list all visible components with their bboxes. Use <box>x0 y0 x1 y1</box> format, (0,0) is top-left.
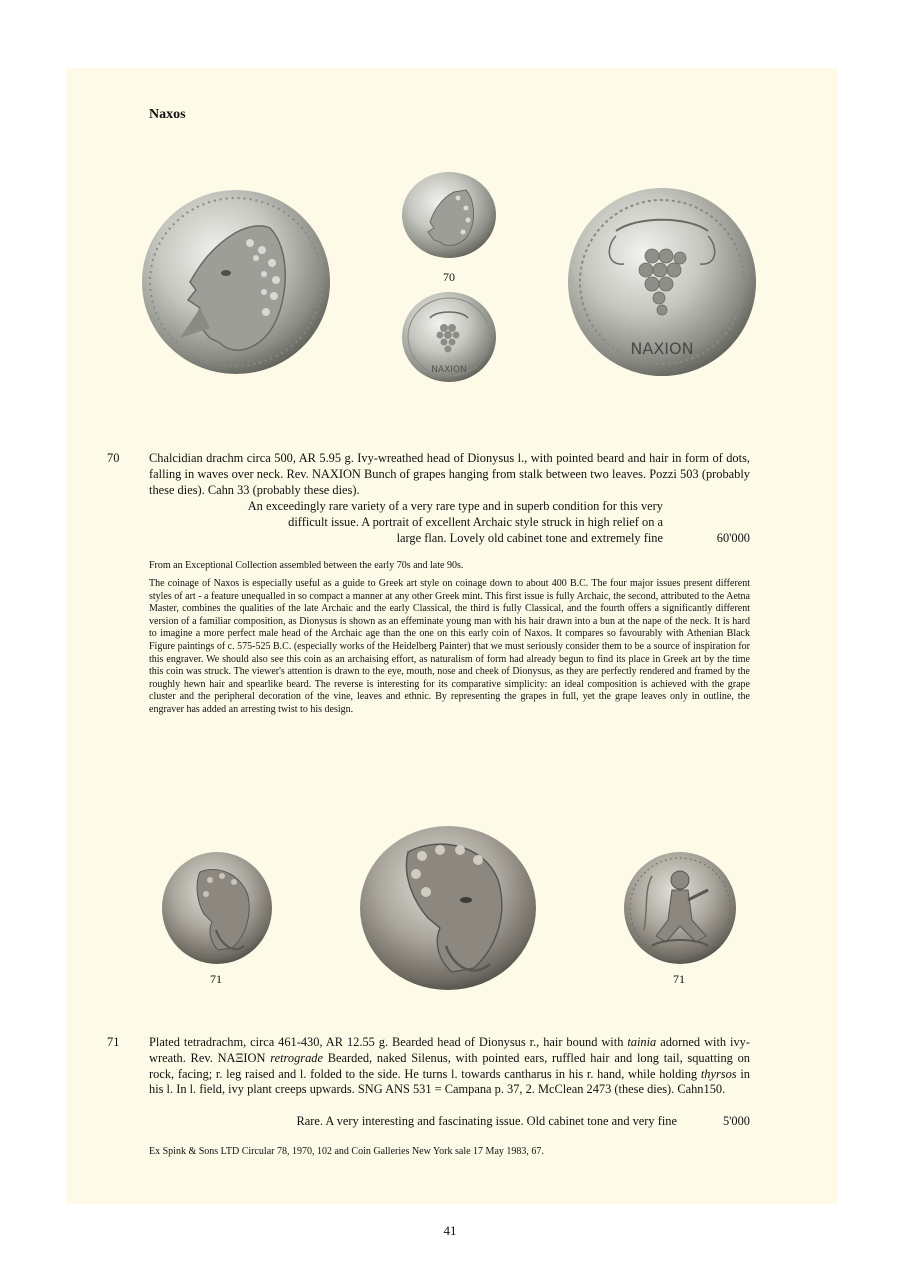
lot-condition-70-line3: large flan. Lovely old cabinet tone and extremely fine <box>396 531 663 545</box>
lot-number-70: 70 <box>107 451 120 465</box>
lot-provenance-70: From an Exceptional Collection assembled between the early 70s and late 90s. <box>149 560 464 571</box>
coin-71-reverse-small <box>622 850 738 966</box>
coin-label-70: 70 <box>443 270 455 284</box>
lot-condition-70-line1: An exceedingly rare variety of a very rare type and in superb condition for this very <box>247 499 663 513</box>
coin-70-reverse-small <box>400 290 498 384</box>
lot-condition-71: Rare. A very interesting and fascinating issue. Old cabinet tone and very fine <box>296 1114 677 1128</box>
coin-70-obverse-large <box>140 188 332 376</box>
section-title: Naxos <box>149 107 186 122</box>
page-number: 41 <box>443 1223 457 1238</box>
coin-71-obverse-large <box>358 822 538 992</box>
coin-legend-large: NAXION <box>630 339 694 358</box>
lot-provenance-71: Ex Spink & Sons LTD Circular 78, 1970, 102 and Coin Galleries New York sale 17 May 1983, 67. <box>149 1146 544 1157</box>
lot-description-70: Chalcidian drachm circa 500, AR 5.95 g. Ivy-wreathed head of Dionysus l., with pointed beard and hair in form of dots, falling in waves over neck. Rev. NAXION Bunch of grapes hanging from stalk between two leaves. Pozzi 503 (probably these dies). Cahn 33 (probably these dies). <box>149 451 750 497</box>
lot-price-71: 5'000 <box>722 1114 750 1128</box>
coin-71-obverse-small <box>160 850 274 966</box>
lot-essay-70: The coinage of Naxos is especially useful as a guide to Greek art style on coinage down to about 400 B.C. The four major issues present different styles of art - a feature unequalled in so compact a manner at any other Greek mint. This first issue is fully Archaic, the second, attributed to the Aetna Master, combines the qualities of the late Archaic and the early Classical, the third is fully Classical, and the fourth offers a significantly different version of a familiar composition, as Dionysus is shown as an effeminate young man with his hair drawn into a bun at the nape of the neck. It is hard to imagine a more perfect male head of the Archaic age than the one on this early coin of Naxos. It compares so favourably with Athenian Black Figure paintings of c. 575-525 B.C. (especially works of the Heidelberg Painter) that we must seriously consider them to be a source of inspiration for this engraver. We should also see this coin as an archaising effort, as naturalism of form had already begun to find its place in Greek art by the time this coin was struck. The viewer's attention is drawn to the eye, mouth, nose and cheek of Dionysus, as they are perfectly rendered and framed by the roughly hewn hair and spearlike beard. The reverse is interesting for its comparative simplicity: an ideal composition is achieved with the grape cluster and the peripheral decoration of the vine, leaves and ethnic. By representing the grapes in full, yet the grape leaves only in outline, the engraver has added an arresting twist to his design. <box>149 578 750 715</box>
lot-description-71: Plated tetradrachm, circa 461-430, AR 12.55 g. Bearded head of Dionysus r., hair bound with tainia adorned with ivy-wreath. Rev. ΝΑΞΙΟΝ retrograde Bearded, naked Silenus, with pointed ears, ruffled hair and long tail, squatting on rock, facing; r. leg raised and l. folded to the side. He turns l. towards cantharus in his r. hand, while holding thyrsos in his l. In l. field, ivy plant creeps upwards. SNG ANS 531 = Campana p. 37, 2. McClean 2473 (these dies). Cahn150. <box>149 1035 751 1097</box>
coin-70-reverse-large <box>566 186 758 378</box>
lot-condition-70-line2: difficult issue. A portrait of excellent Archaic style struck in high relief on a <box>288 515 663 529</box>
coin-label-71-left: 71 <box>210 972 222 986</box>
coin-70-obverse-small <box>400 170 498 260</box>
coin-label-71-right: 71 <box>673 972 685 986</box>
lot-price-70: 60'000 <box>716 531 750 545</box>
coin-legend-small: NAXION <box>431 365 467 375</box>
lot-number-71: 71 <box>107 1035 120 1049</box>
